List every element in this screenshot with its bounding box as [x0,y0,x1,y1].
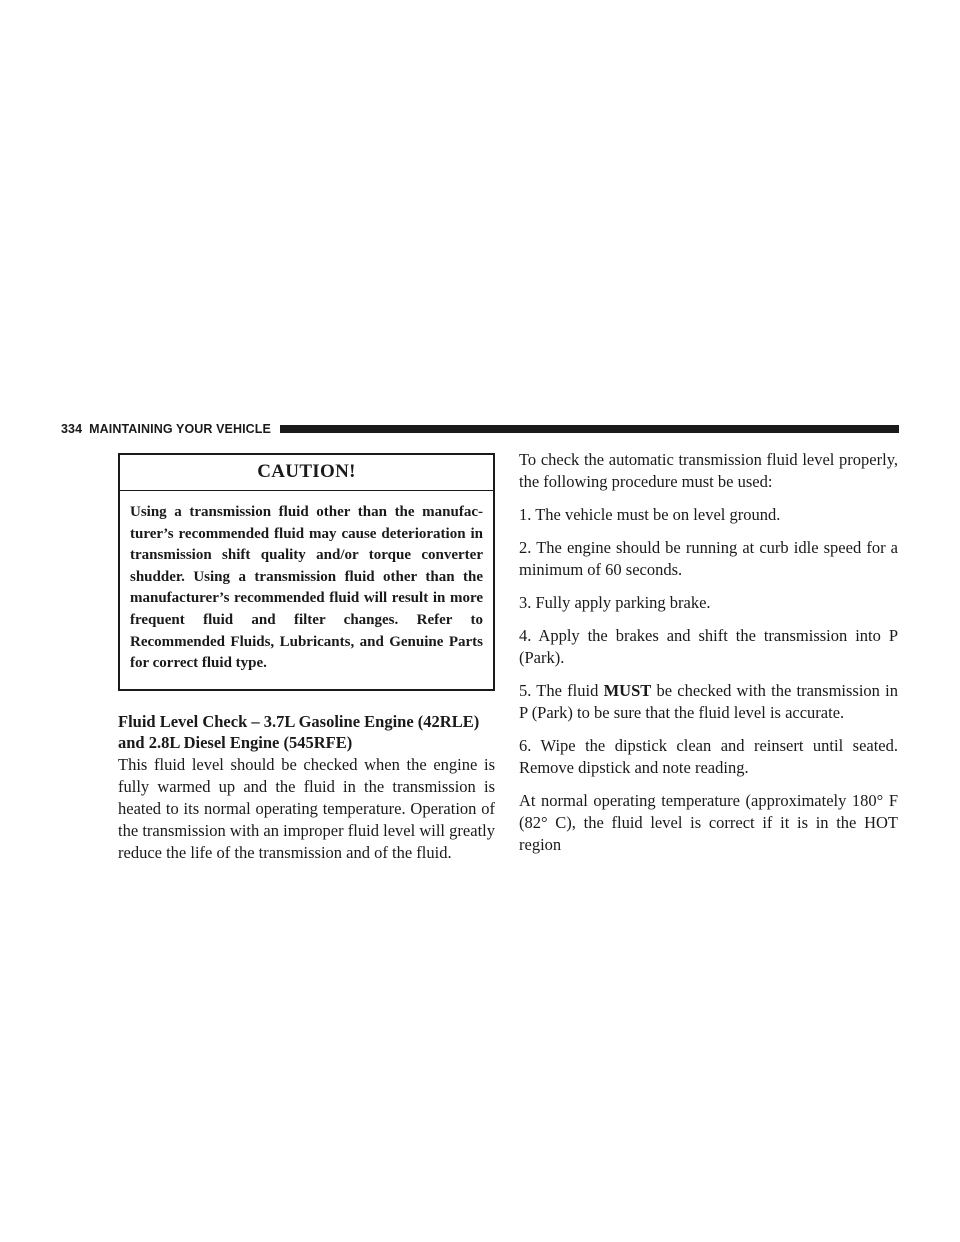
procedure-step-5 [519,680,898,724]
procedure-intro: To check the automatic transmission fluid level properly, the following procedure must be used: [519,450,898,491]
procedure-step-3: 3. Fully apply parking brake. [519,593,711,612]
fluid-level-paragraph: This fluid level should be checked when the engine is fully warmed up and the fluid in the transmission is heated to its normal operating temperature. Operation of the transmission with an improper fluid level will greatly reduce the life of the transmission and of the fluid. [118,754,495,862]
page-number: 334 [61,422,83,436]
fluid-level-heading: Fluid Level Check – 3.7L Gasoline Engine (42RLE) and 2.8L Diesel Engine (545RFE) [118,711,480,753]
page-header [61,421,899,437]
header-rule [280,425,899,433]
left-column [118,453,495,864]
procedure-step-4: 4. Apply the brakes and shift the transmission into P (Park). [519,626,898,667]
caution-body: Using a transmission fluid other than the manufac- turer’s recommended fluid may cause deterioration in transmission shift quality and/or torque converter shudder. Using a transmission fluid other than the manufacturer’s recommended fluid will result in more frequent fluid and filter changes. Refer to Recommended Fluids, Lubricants, and Genuine Parts for correct fluid type. [130,504,483,672]
procedure-step-1: 1. The vehicle must be on level ground. [519,505,781,524]
procedure-step-6: 6. Wipe the dipstick clean and reinsert until seated. Remove dipstick and note reading. [519,736,898,777]
step5-prefix: 5. The fluid [519,681,604,700]
caution-title: CAUTION! [120,455,493,491]
section-title: MAINTAINING YOUR VEHICLE [89,422,271,436]
step5-suffix: be checked with the transmission in P (Park) to be sure that the fluid level is accurate. [519,681,898,722]
procedure-step-2: 2. The engine should be running at curb idle speed for a minimum of 60 seconds. [519,538,898,579]
procedure-closing: At normal operating temperature (approximately 180° F (82° C), the fluid level is correct if it is in the HOT region [519,791,898,854]
step5-must: MUST [603,681,652,700]
caution-box [118,453,495,691]
right-column [519,449,898,867]
